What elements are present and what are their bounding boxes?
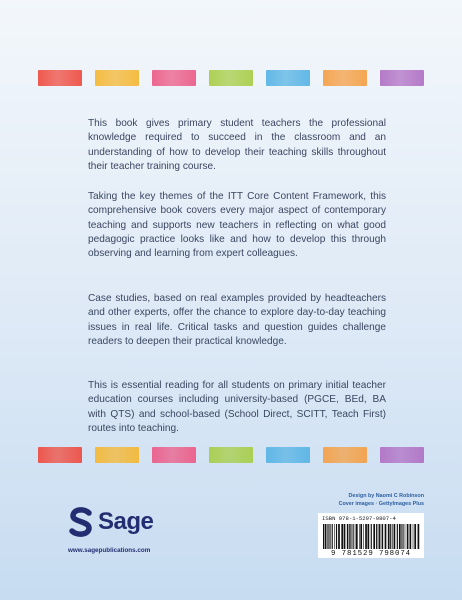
barcode-bar xyxy=(382,524,383,549)
barcode-bar xyxy=(401,524,402,549)
color-stripe xyxy=(323,447,367,463)
sage-s-logo-icon xyxy=(68,507,94,537)
barcode-bar xyxy=(323,524,324,549)
barcode-bar xyxy=(373,524,375,549)
barcode-bar xyxy=(390,524,391,549)
barcode-bar xyxy=(376,524,377,549)
publisher-name: Sage xyxy=(98,508,154,535)
barcode-bar xyxy=(349,524,350,549)
barcode-bar xyxy=(371,524,372,549)
publisher-logo xyxy=(68,507,153,537)
color-stripe xyxy=(95,70,139,86)
color-stripe xyxy=(266,447,310,463)
barcode-bar xyxy=(356,524,358,549)
barcode-bar xyxy=(336,524,337,549)
barcode-bar xyxy=(392,524,393,549)
barcode-bar xyxy=(328,524,329,549)
images-credit: Cover images · GettyImages Plus xyxy=(338,500,424,507)
color-stripe xyxy=(380,70,424,86)
color-stripe xyxy=(38,447,82,463)
cover-credits xyxy=(320,493,424,508)
barcode-bar xyxy=(332,524,333,549)
barcode-bar xyxy=(338,524,340,549)
barcode-bar xyxy=(381,524,382,549)
barcode-bar xyxy=(355,524,356,549)
barcode-bar xyxy=(405,524,406,549)
barcode-bar xyxy=(341,524,343,549)
barcode-bar xyxy=(418,524,420,549)
barcode-bar xyxy=(325,524,327,549)
barcode-bar xyxy=(399,524,401,549)
blurb-paragraph-3: Case studies, based on real examples provided by headteachers and other experts, offer the chance to explore day-to-day teaching issues in real life. Critical tasks and question guides challenge readers to deepen their practical knowledge. xyxy=(88,293,386,347)
color-stripe xyxy=(266,70,310,86)
color-stripe xyxy=(380,447,424,463)
barcode-bar xyxy=(347,524,348,549)
design-credit: Design by Naomi C Robinson xyxy=(348,493,424,499)
barcode-bar xyxy=(365,524,367,549)
barcode-bar xyxy=(410,524,412,549)
barcode-bar xyxy=(394,524,396,549)
color-stripe xyxy=(209,70,253,86)
barcode-bar xyxy=(350,524,351,549)
blurb-paragraph-2: Taking the key themes of the ITT Core Content Framework, this comprehensive book covers every major aspect of contemporary teaching and supports new teachers in reflecting on what good pedagogic practice looks like and how to develop this through observing and learning from expert colleagues. xyxy=(88,191,386,259)
barcode-bar xyxy=(397,524,398,549)
color-stripe xyxy=(152,447,196,463)
barcode-bar xyxy=(407,524,409,549)
barcode-bar xyxy=(329,524,330,549)
barcode-bar xyxy=(359,524,360,549)
barcode-bar xyxy=(385,524,387,549)
barcode-bar xyxy=(379,524,380,549)
top-watercolor-stripes xyxy=(38,70,424,86)
barcode-bar xyxy=(327,524,328,549)
color-stripe xyxy=(209,447,253,463)
barcode-bar xyxy=(363,524,364,549)
barcode-digits: 9 781529 798074 xyxy=(330,550,412,558)
isbn-barcode xyxy=(318,513,424,558)
barcode-bar xyxy=(388,524,390,549)
publisher-website: www.sagepublications.com xyxy=(68,547,151,554)
barcode-bar xyxy=(353,524,354,549)
blurb-paragraph-4: This is essential reading for all students on primary initial teacher education courses including university-based (PGCE, BEd, BA with QTS) and school-based (School Direct, SCITT, Teach First) routes into teaching. xyxy=(88,380,386,434)
color-stripe xyxy=(152,70,196,86)
blurb-paragraph-1: This book gives primary student teachers the professional knowledge required to succeed in the classroom and an understanding of how to develop their teaching skills throughout their teacher training course. xyxy=(88,118,386,172)
bottom-watercolor-stripes xyxy=(38,447,424,463)
barcode-bar xyxy=(360,524,362,549)
barcode-bar xyxy=(368,524,370,549)
barcode-bar xyxy=(413,524,414,549)
barcode-bar xyxy=(414,524,416,549)
color-stripe xyxy=(38,70,82,86)
barcode-bar xyxy=(402,524,403,549)
barcode-bar xyxy=(378,524,379,549)
barcode-bar xyxy=(334,524,335,549)
color-stripe xyxy=(95,447,139,463)
isbn-text: ISBN 978-1-5297-9807-4 xyxy=(322,515,396,522)
barcode-bars xyxy=(322,524,420,549)
barcode-bar xyxy=(344,524,346,549)
color-stripe xyxy=(323,70,367,86)
